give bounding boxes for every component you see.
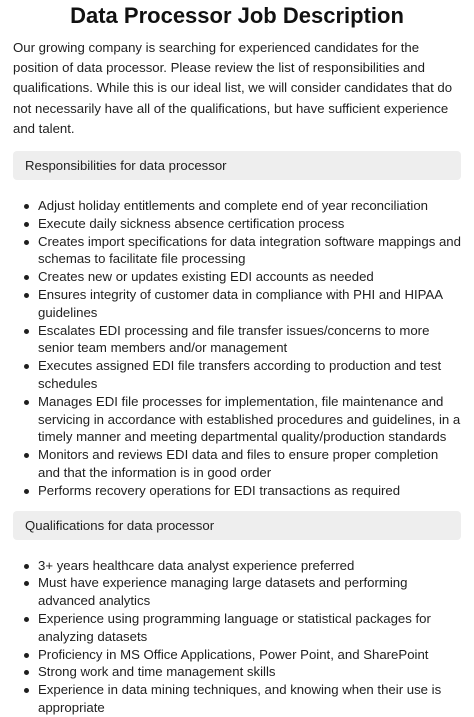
qualifications-list (13, 557, 461, 717)
bullet-dot (24, 293, 29, 298)
responsibility-text: Adjust holiday entitlements and complete end of year reconciliation (38, 198, 428, 214)
responsibility-text: Executes assigned EDI file transfers according to production and test schedules (38, 358, 442, 391)
qualification-item (38, 610, 461, 646)
responsibility-item (38, 357, 461, 393)
qualification-text: Experience in data mining techniques, and knowing when their use is appropriate (38, 682, 442, 715)
responsibility-item (38, 286, 461, 322)
responsibility-text: Creates import specifications for data integration software mappings and schemas to facilitate file processing (38, 233, 461, 267)
bullet-dot (24, 581, 29, 586)
bullet-dot (24, 240, 29, 245)
qualification-text: Proficiency in MS Office Applications, Power Point, and SharePoint (38, 646, 429, 662)
qualification-item (38, 646, 461, 664)
responsibility-item (38, 322, 461, 358)
bullet-dot (24, 688, 29, 693)
responsibility-text: Ensures integrity of customer data in compliance with PHI and HIPAA guidelines (38, 287, 443, 320)
bullet-dot (24, 489, 29, 494)
qualification-item (38, 574, 461, 610)
responsibility-text: Creates new or updates existing EDI accounts as needed (38, 269, 374, 285)
bullet-dot (24, 400, 29, 405)
bullet-dot (24, 453, 29, 458)
responsibility-item (38, 393, 461, 446)
responsibility-text: Monitors and reviews EDI data and files to ensure proper completion and that the information is in good order (38, 447, 439, 480)
bullet-dot (24, 653, 29, 658)
qualifications-heading: Qualifications for data processor (13, 511, 461, 540)
responsibilities-heading: Responsibilities for data processor (13, 151, 461, 180)
responsibility-text: Manages EDI file processes for implementation, file maintenance and servicing in accordance with established procedures and guidelines, in a timely manner and meeting departmental quality/production standards (38, 393, 461, 445)
bullet-dot (24, 222, 29, 227)
responsibility-item (38, 233, 461, 269)
responsibility-item (38, 482, 461, 500)
responsibility-item (38, 197, 461, 215)
responsibility-text: Escalates EDI processing and file transfer issues/concerns to more senior team members and/or management (38, 322, 430, 356)
responsibility-text: Execute daily sickness absence certification process (38, 215, 345, 231)
bullet-dot (24, 275, 29, 280)
qualification-item (38, 557, 461, 575)
bullet-dot (24, 204, 29, 209)
responsibility-text: Performs recovery operations for EDI transactions as required (38, 482, 401, 498)
responsibility-item (38, 446, 461, 482)
qualification-text: Experience using programming language or statistical packages for analyzing datasets (38, 610, 431, 644)
qualification-text: Strong work and time management skills (38, 664, 276, 680)
qualification-item (38, 681, 461, 717)
bullet-dot (24, 617, 29, 622)
qualification-item (38, 663, 461, 681)
bullet-dot (24, 670, 29, 675)
bullet-dot (24, 329, 29, 334)
responsibilities-list (13, 197, 461, 500)
qualification-text: Must have experience managing large datasets and performing advanced analytics (38, 575, 408, 609)
responsibility-item (38, 215, 461, 233)
responsibility-item (38, 268, 461, 286)
page-title: Data Processor Job Description (70, 3, 404, 28)
bullet-dot (24, 364, 29, 369)
qualification-text: 3+ years healthcare data analyst experience preferred (38, 557, 355, 573)
bullet-dot (24, 564, 29, 569)
intro-paragraph: Our growing company is searching for experienced candidates for the position of data processor. Please review the list of responsibilities and qualifications. While this is our ideal list, we will consider candidates that do not necessarily have all of the qualifications, but have sufficient experience and talent. (13, 40, 453, 136)
